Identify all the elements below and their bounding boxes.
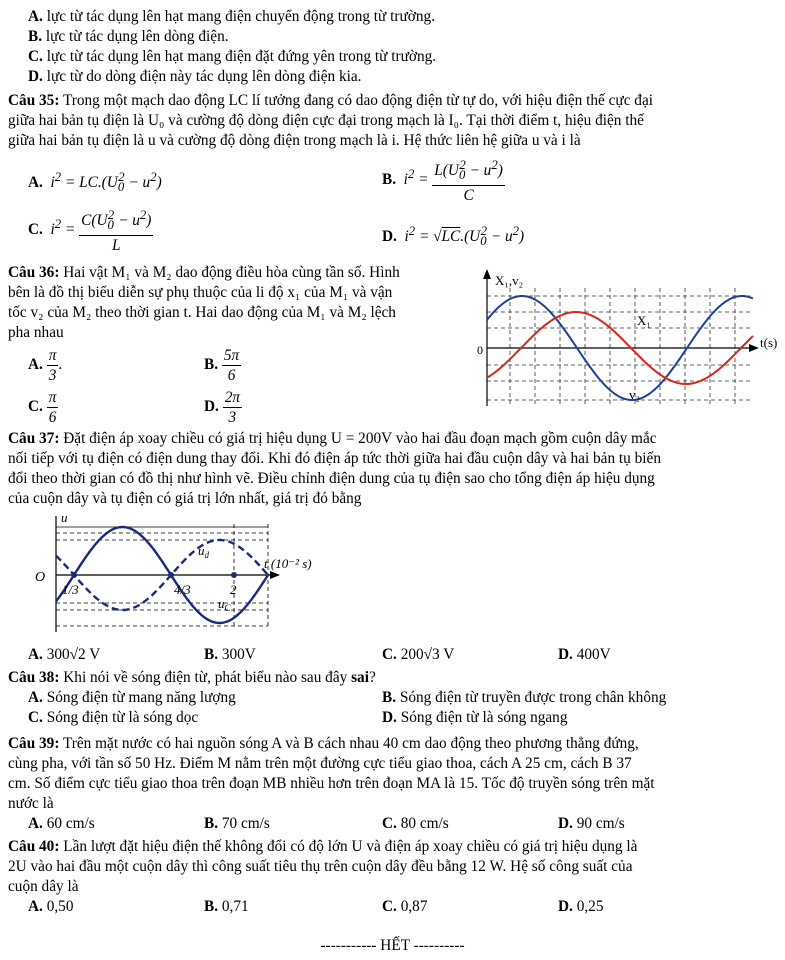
prev-option-a[interactable]: A. lực từ tác dụng lên hạt mang điện chuyển động trong từ trường. <box>28 8 436 25</box>
q35-option-d[interactable]: D. $i^2 = √LC.(U_0^2 - u^2)$ <box>382 224 525 249</box>
footer-end-marker: ----------- HẾT ---------- <box>320 937 465 954</box>
q36-line-3: tốc v₂ của M₂ theo thời gian t. Hai dao động của M₁ và M₂ lệch <box>8 304 396 321</box>
q36-graph <box>475 266 785 412</box>
q39-option-a[interactable]: A. 60 cm/s <box>28 815 95 832</box>
q35-formula-a: $i^2 = LC.(U_0^2 - u^2)$ <box>46 170 162 195</box>
q35-option-b[interactable]: B. $i^2$ = $\frac{L(U_0^2 - u^2)}{C}$ <box>382 158 503 205</box>
q35-line-2: giữa hai bản tụ điện là U₀ và cường độ dòng điện cực đại trong mạch là I₀. Tại thời điểm t, hiệu điện thế <box>8 112 644 129</box>
q35-formula-d: $i^2 = √LC.(U_0^2 - u^2)$ <box>400 224 525 249</box>
q37-point-1 <box>71 572 77 578</box>
q38-option-a[interactable]: A. Sóng điện từ mang năng lượng <box>28 689 236 706</box>
q37-tick-1-3: 1/3 <box>62 582 79 597</box>
q35-option-a[interactable]: A. $i^2 = LC.(U_0^2 - u^2)$ <box>28 170 162 195</box>
q40-option-c[interactable]: C. 0,87 <box>382 898 428 915</box>
q35-formula-b: $i^2$ = $\frac{L(U_0^2 - u^2)}{C}$ <box>399 158 503 205</box>
q37-line-3: đổi theo thời gian có đồ thị như hình vẽ. Điều chỉnh điện dung của tụ điện sao cho tổng điện áp hiệu dụng <box>8 470 655 487</box>
q36-grid <box>487 288 753 404</box>
q37-line-4: của cuộn dây và tụ điện có giá trị lớn nhất, giá trị đó bằng <box>8 490 362 507</box>
q36-line-4: pha nhau <box>8 324 64 341</box>
q37-tick-4-3: 4/3 <box>174 582 191 597</box>
q36-option-c[interactable]: C. $\frac{\pi}{6}$ <box>28 389 57 426</box>
q39-line-3: cm. Số điểm cực tiểu giao thoa trên đoạn MB nhiều hơn trên đoạn MA là 15. Tốc độ truyền sóng trên mặt <box>8 775 655 792</box>
q35-line-1: Câu 35: Trong một mạch dao động LC lí tưởng đang có dao động điện từ tự do, với hiệu điện thế cực đại <box>8 92 653 109</box>
q40-option-a[interactable]: A. 0,50 <box>28 898 74 915</box>
q37-origin: O <box>35 570 46 585</box>
q36-x-arrow <box>749 344 759 352</box>
q36-x1-label: X₁ <box>637 313 651 328</box>
q37-uc-label: $u_C$ <box>218 596 231 613</box>
q39-option-b[interactable]: B. 70 cm/s <box>204 815 270 832</box>
q36-x-label: t(s) <box>760 335 778 350</box>
q35-line-3: giữa hai bản tụ điện là u và cường độ dòng điện trong mạch là i. Hệ thức liên hệ giữa u và i là <box>8 132 581 149</box>
q37-point-2 <box>168 572 174 578</box>
q36-option-b[interactable]: B. $\frac{5\pi}{6}$ <box>204 347 240 384</box>
q36-origin: 0 <box>477 343 483 357</box>
q37-x-arrow <box>270 571 280 579</box>
q39-option-c[interactable]: C. 80 cm/s <box>382 815 449 832</box>
prev-option-c[interactable]: C. lực từ tác dụng lên hạt mang điện đặt đứng yên trong từ trường. <box>28 48 437 65</box>
q39-line-4: nước là <box>8 795 54 812</box>
q35-option-c[interactable]: C. $i^2$ = $\frac{C(U_0^2 - u^2)}{L}$ <box>28 208 152 255</box>
prev-option-b[interactable]: B. lực từ tác dụng lên dòng điện. <box>28 28 229 45</box>
q36-v2-label: v₂ <box>629 387 641 402</box>
q37-option-a[interactable]: A. 300√2 V <box>28 646 101 663</box>
q37-point-3 <box>231 572 237 578</box>
q38-option-d[interactable]: D. Sóng điện từ là sóng ngang <box>382 709 568 726</box>
q36-line-1: Câu 36: Hai vật M₁ và M₂ dao động điều hòa cùng tần số. Hình <box>8 264 400 281</box>
q36-y-arrow <box>483 269 491 279</box>
q36-option-a[interactable]: A. $\frac{\pi}{3}$ . <box>28 347 63 384</box>
q40-line-1: Câu 40: Lần lượt đặt hiệu điện thế không đổi có độ lớn U và điện áp xoay chiều có giá trị hiệu dụng là <box>8 838 638 855</box>
q37-ud-label: $u_d$ <box>198 543 209 560</box>
q37-line-1: Câu 37: Đặt điện áp xoay chiều có giá trị hiệu dụng U = 200V vào hai đầu đoạn mạch gồm cuộn dây mắc <box>8 430 657 447</box>
prev-option-d[interactable]: D. lực từ do dòng điện này tác dụng lên dòng điện kia. <box>28 68 362 85</box>
q36-line-2: bên là đồ thị biểu diễn sự phụ thuộc của li độ x₁ của M₁ và vận <box>8 284 393 301</box>
q38-option-c[interactable]: C. Sóng điện từ là sóng dọc <box>28 709 199 726</box>
q35-formula-c: $i^2$ = $\frac{C(U_0^2 - u^2)}{L}$ <box>46 208 152 255</box>
q40-option-d[interactable]: D. 0,25 <box>558 898 604 915</box>
q36-option-d[interactable]: D. $\frac{2\pi}{3}$ <box>204 389 241 426</box>
q37-graph <box>28 508 328 638</box>
q38-option-b[interactable]: B. Sóng điện từ truyền được trong chân không <box>382 689 667 706</box>
q39-option-d[interactable]: D. 90 cm/s <box>558 815 625 832</box>
q40-line-3: cuộn dây là <box>8 878 79 895</box>
q37-y-label: u <box>61 510 68 525</box>
q39-line-2: cùng pha, với tần số 50 Hz. Điểm M nằm trên một đường cực tiểu giao thoa, cách A 25 cm, cách B 37 <box>8 755 632 772</box>
q37-option-b[interactable]: B. 300V <box>204 646 256 663</box>
q37-line-2: nối tiếp với tụ điện có điện dung thay đổi. Khi đó điện áp tức thời giữa hai đầu cuộn dây và hai bản tụ biến <box>8 450 661 467</box>
q39-line-1: Câu 39: Trên mặt nước có hai nguồn sóng A và B cách nhau 40 cm dao động theo phương thẳng đứng, <box>8 735 639 752</box>
q37-option-c[interactable]: C. 200√3 V <box>382 646 455 663</box>
q40-option-b[interactable]: B. 0,71 <box>204 898 249 915</box>
q38-line-1: Câu 38: Khi nói về sóng điện từ, phát biểu nào sau đây sai? <box>8 669 376 686</box>
q40-line-2: 2U vào hai đầu một cuộn dây thì công suất tiêu thụ trên cuộn dây đều bằng 12 W. Hệ số công suất của <box>8 858 633 875</box>
q37-x-label: t (10⁻² s) <box>264 556 312 571</box>
q37-tick-2: 2 <box>230 582 237 597</box>
q36-y-label: X₁,v₂ <box>495 273 524 288</box>
q37-option-d[interactable]: D. 400V <box>558 646 611 663</box>
